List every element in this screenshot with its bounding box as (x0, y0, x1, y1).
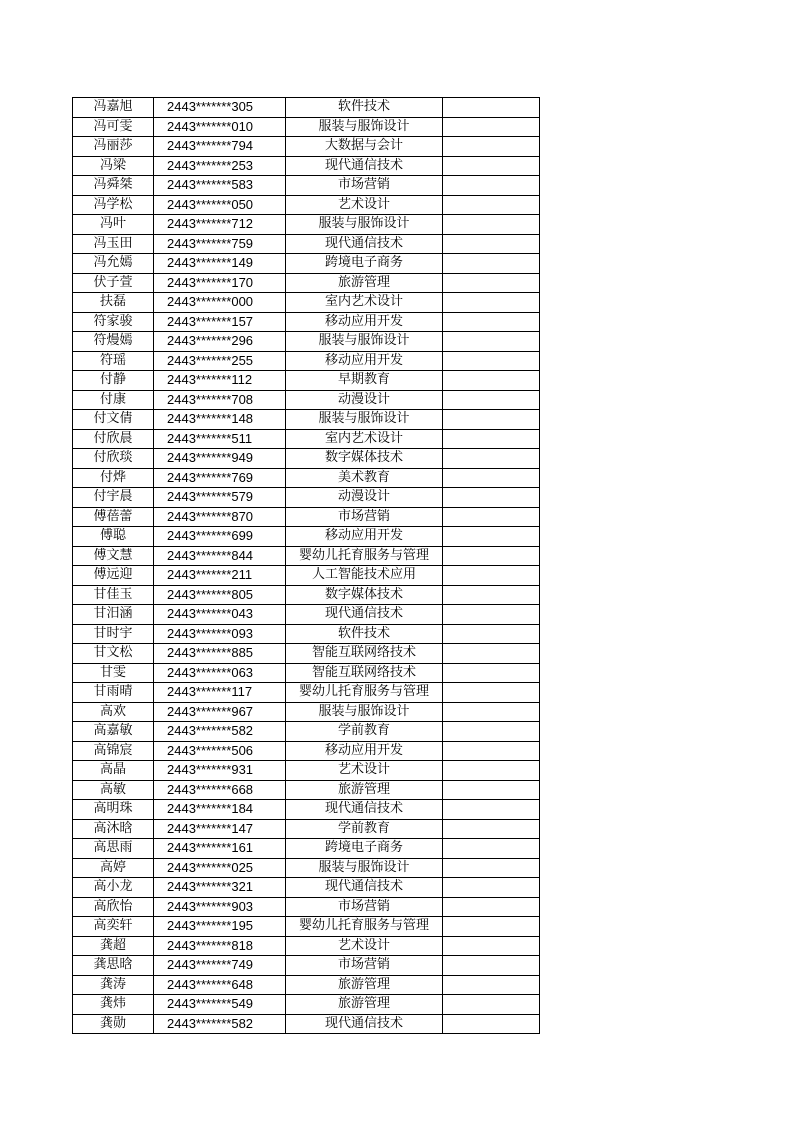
note-cell (443, 897, 540, 917)
major-cell: 现代通信技术 (286, 878, 443, 898)
note-cell (443, 215, 540, 235)
note-cell (443, 429, 540, 449)
note-cell (443, 176, 540, 196)
table-row (73, 819, 540, 839)
major-cell: 动漫设计 (286, 390, 443, 410)
table-row (73, 858, 540, 878)
student-id-cell: 2443*******805 (154, 585, 286, 605)
student-id-cell: 2443*******147 (154, 819, 286, 839)
note-cell (443, 488, 540, 508)
major-cell: 服装与服饰设计 (286, 117, 443, 137)
major-cell: 现代通信技术 (286, 156, 443, 176)
student-id-cell: 2443*******253 (154, 156, 286, 176)
note-cell (443, 156, 540, 176)
major-cell: 服装与服饰设计 (286, 858, 443, 878)
table-row (73, 195, 540, 215)
student-id-cell: 2443*******157 (154, 312, 286, 332)
major-cell: 数字媒体技术 (286, 449, 443, 469)
student-id-cell: 2443*******149 (154, 254, 286, 274)
note-cell (443, 1014, 540, 1034)
student-id-cell: 2443*******506 (154, 741, 286, 761)
student-id-cell: 2443*******712 (154, 215, 286, 235)
major-cell: 大数据与会计 (286, 137, 443, 157)
note-cell (443, 234, 540, 254)
major-cell: 旅游管理 (286, 780, 443, 800)
major-cell: 市场营销 (286, 507, 443, 527)
student-id-cell: 2443*******769 (154, 468, 286, 488)
student-id-cell: 2443*******148 (154, 410, 286, 430)
student-id-cell: 2443*******050 (154, 195, 286, 215)
student-id-cell: 2443*******043 (154, 605, 286, 625)
student-name-cell: 冯丽莎 (73, 137, 154, 157)
student-id-cell: 2443*******749 (154, 956, 286, 976)
student-id-cell: 2443*******117 (154, 683, 286, 703)
major-cell: 跨境电子商务 (286, 254, 443, 274)
student-id-cell: 2443*******582 (154, 1014, 286, 1034)
major-cell: 旅游管理 (286, 995, 443, 1015)
major-cell: 市场营销 (286, 176, 443, 196)
note-cell (443, 98, 540, 118)
table-row (73, 332, 540, 352)
note-cell (443, 839, 540, 859)
student-name-cell: 冯叶 (73, 215, 154, 235)
major-cell: 室内艺术设计 (286, 429, 443, 449)
major-cell: 人工智能技术应用 (286, 566, 443, 586)
note-cell (443, 995, 540, 1015)
student-name-cell: 龚思晗 (73, 956, 154, 976)
major-cell: 艺术设计 (286, 761, 443, 781)
major-cell: 艺术设计 (286, 936, 443, 956)
student-name-cell: 冯可雯 (73, 117, 154, 137)
major-cell: 移动应用开发 (286, 527, 443, 547)
table-row (73, 897, 540, 917)
student-name-cell: 龚炜 (73, 995, 154, 1015)
student-id-cell: 2443*******967 (154, 702, 286, 722)
student-id-cell: 2443*******000 (154, 293, 286, 313)
major-cell: 早期教育 (286, 371, 443, 391)
major-cell: 移动应用开发 (286, 741, 443, 761)
note-cell (443, 273, 540, 293)
student-name-cell: 高婷 (73, 858, 154, 878)
student-name-cell: 高奕轩 (73, 917, 154, 937)
student-name-cell: 冯玉田 (73, 234, 154, 254)
student-id-cell: 2443*******010 (154, 117, 286, 137)
note-cell (443, 741, 540, 761)
note-cell (443, 722, 540, 742)
student-name-cell: 伏子萱 (73, 273, 154, 293)
table-row (73, 527, 540, 547)
table-row (73, 605, 540, 625)
major-cell: 旅游管理 (286, 273, 443, 293)
student-name-cell: 付宇晨 (73, 488, 154, 508)
note-cell (443, 585, 540, 605)
note-cell (443, 683, 540, 703)
major-cell: 服装与服饰设计 (286, 702, 443, 722)
note-cell (443, 449, 540, 469)
major-cell: 市场营销 (286, 956, 443, 976)
major-cell: 软件技术 (286, 98, 443, 118)
student-name-cell: 付欣晨 (73, 429, 154, 449)
table-row (73, 741, 540, 761)
student-name-cell: 高锦宸 (73, 741, 154, 761)
table-row (73, 215, 540, 235)
student-name-cell: 高欣怡 (73, 897, 154, 917)
student-name-cell: 高欢 (73, 702, 154, 722)
note-cell (443, 936, 540, 956)
student-name-cell: 高嘉敏 (73, 722, 154, 742)
major-cell: 美术教育 (286, 468, 443, 488)
major-cell: 服装与服饰设计 (286, 332, 443, 352)
major-cell: 市场营销 (286, 897, 443, 917)
note-cell (443, 468, 540, 488)
table-row (73, 410, 540, 430)
table-row (73, 156, 540, 176)
student-id-cell: 2443*******583 (154, 176, 286, 196)
student-name-cell: 付欣琰 (73, 449, 154, 469)
major-cell: 学前教育 (286, 819, 443, 839)
note-cell (443, 293, 540, 313)
note-cell (443, 117, 540, 137)
student-id-cell: 2443*******844 (154, 546, 286, 566)
note-cell (443, 800, 540, 820)
major-cell: 现代通信技术 (286, 605, 443, 625)
note-cell (443, 761, 540, 781)
student-id-cell: 2443*******025 (154, 858, 286, 878)
table-row (73, 566, 540, 586)
table-row (73, 371, 540, 391)
student-name-cell: 高明珠 (73, 800, 154, 820)
major-cell: 现代通信技术 (286, 234, 443, 254)
student-id-cell: 2443*******170 (154, 273, 286, 293)
student-name-cell: 扶磊 (73, 293, 154, 313)
table-row (73, 780, 540, 800)
student-id-cell: 2443*******648 (154, 975, 286, 995)
student-name-cell: 傅聪 (73, 527, 154, 547)
major-cell: 动漫设计 (286, 488, 443, 508)
student-id-cell: 2443*******211 (154, 566, 286, 586)
table-row (73, 488, 540, 508)
major-cell: 现代通信技术 (286, 800, 443, 820)
table-row (73, 936, 540, 956)
student-id-cell: 2443*******759 (154, 234, 286, 254)
table-row (73, 761, 540, 781)
student-name-cell: 付康 (73, 390, 154, 410)
table-row (73, 468, 540, 488)
note-cell (443, 663, 540, 683)
student-id-cell: 2443*******949 (154, 449, 286, 469)
student-name-cell: 高沐晗 (73, 819, 154, 839)
student-roster-table (72, 97, 540, 1034)
table-row (73, 176, 540, 196)
student-name-cell: 冯梁 (73, 156, 154, 176)
student-id-cell: 2443*******511 (154, 429, 286, 449)
note-cell (443, 624, 540, 644)
student-name-cell: 高晶 (73, 761, 154, 781)
student-id-cell: 2443*******699 (154, 527, 286, 547)
table-row (73, 546, 540, 566)
table-row (73, 98, 540, 118)
note-cell (443, 390, 540, 410)
major-cell: 室内艺术设计 (286, 293, 443, 313)
student-name-cell: 傅蓓蕾 (73, 507, 154, 527)
student-id-cell: 2443*******818 (154, 936, 286, 956)
table-row (73, 254, 540, 274)
student-name-cell: 龚涛 (73, 975, 154, 995)
note-cell (443, 312, 540, 332)
note-cell (443, 137, 540, 157)
table-row (73, 917, 540, 937)
note-cell (443, 410, 540, 430)
student-name-cell: 甘汨涵 (73, 605, 154, 625)
student-id-cell: 2443*******931 (154, 761, 286, 781)
note-cell (443, 195, 540, 215)
student-name-cell: 冯嘉旭 (73, 98, 154, 118)
table-row (73, 644, 540, 664)
student-id-cell: 2443*******885 (154, 644, 286, 664)
student-id-cell: 2443*******668 (154, 780, 286, 800)
major-cell: 婴幼儿托育服务与管理 (286, 683, 443, 703)
note-cell (443, 605, 540, 625)
note-cell (443, 371, 540, 391)
note-cell (443, 975, 540, 995)
table-row (73, 975, 540, 995)
table-row (73, 722, 540, 742)
table-row (73, 507, 540, 527)
table-row (73, 312, 540, 332)
major-cell: 智能互联网络技术 (286, 644, 443, 664)
major-cell: 移动应用开发 (286, 312, 443, 332)
student-id-cell: 2443*******579 (154, 488, 286, 508)
note-cell (443, 956, 540, 976)
student-name-cell: 龚勋 (73, 1014, 154, 1034)
note-cell (443, 780, 540, 800)
student-id-cell: 2443*******255 (154, 351, 286, 371)
student-id-cell: 2443*******063 (154, 663, 286, 683)
student-id-cell: 2443*******161 (154, 839, 286, 859)
student-name-cell: 冯舜桀 (73, 176, 154, 196)
major-cell: 旅游管理 (286, 975, 443, 995)
student-name-cell: 冯允嫣 (73, 254, 154, 274)
major-cell: 软件技术 (286, 624, 443, 644)
note-cell (443, 566, 540, 586)
table-row (73, 390, 540, 410)
student-id-cell: 2443*******093 (154, 624, 286, 644)
table-row (73, 683, 540, 703)
student-name-cell: 甘雨晴 (73, 683, 154, 703)
student-name-cell: 甘雯 (73, 663, 154, 683)
table-row (73, 429, 540, 449)
student-id-cell: 2443*******582 (154, 722, 286, 742)
student-id-cell: 2443*******296 (154, 332, 286, 352)
table-row (73, 234, 540, 254)
note-cell (443, 702, 540, 722)
note-cell (443, 819, 540, 839)
student-name-cell: 甘时宇 (73, 624, 154, 644)
student-id-cell: 2443*******903 (154, 897, 286, 917)
table-row (73, 624, 540, 644)
note-cell (443, 351, 540, 371)
student-name-cell: 冯学松 (73, 195, 154, 215)
major-cell: 服装与服饰设计 (286, 215, 443, 235)
student-name-cell: 甘佳玉 (73, 585, 154, 605)
table-row (73, 351, 540, 371)
note-cell (443, 858, 540, 878)
student-id-cell: 2443*******184 (154, 800, 286, 820)
student-id-cell: 2443*******794 (154, 137, 286, 157)
table-row (73, 663, 540, 683)
student-id-cell: 2443*******321 (154, 878, 286, 898)
student-id-cell: 2443*******305 (154, 98, 286, 118)
table-row (73, 1014, 540, 1034)
major-cell: 智能互联网络技术 (286, 663, 443, 683)
note-cell (443, 917, 540, 937)
table-row (73, 585, 540, 605)
note-cell (443, 254, 540, 274)
note-cell (443, 507, 540, 527)
student-id-cell: 2443*******549 (154, 995, 286, 1015)
table-row (73, 702, 540, 722)
major-cell: 移动应用开发 (286, 351, 443, 371)
note-cell (443, 546, 540, 566)
student-id-cell: 2443*******112 (154, 371, 286, 391)
note-cell (443, 527, 540, 547)
table-row (73, 956, 540, 976)
major-cell: 现代通信技术 (286, 1014, 443, 1034)
major-cell: 数字媒体技术 (286, 585, 443, 605)
table-row (73, 839, 540, 859)
student-name-cell: 符熳嫣 (73, 332, 154, 352)
student-name-cell: 傅文慧 (73, 546, 154, 566)
table-row (73, 800, 540, 820)
student-id-cell: 2443*******870 (154, 507, 286, 527)
student-name-cell: 龚超 (73, 936, 154, 956)
student-name-cell: 高思雨 (73, 839, 154, 859)
major-cell: 艺术设计 (286, 195, 443, 215)
student-name-cell: 高敏 (73, 780, 154, 800)
student-name-cell: 付烨 (73, 468, 154, 488)
student-name-cell: 符瑶 (73, 351, 154, 371)
student-name-cell: 付文倩 (73, 410, 154, 430)
student-id-cell: 2443*******708 (154, 390, 286, 410)
student-id-cell: 2443*******195 (154, 917, 286, 937)
major-cell: 婴幼儿托育服务与管理 (286, 917, 443, 937)
student-name-cell: 付静 (73, 371, 154, 391)
table-row (73, 878, 540, 898)
table-row (73, 117, 540, 137)
table-row (73, 449, 540, 469)
major-cell: 学前教育 (286, 722, 443, 742)
table-row (73, 293, 540, 313)
student-name-cell: 傅远迎 (73, 566, 154, 586)
student-name-cell: 甘文松 (73, 644, 154, 664)
student-name-cell: 符家骏 (73, 312, 154, 332)
roster-body (73, 98, 540, 1034)
student-name-cell: 高小龙 (73, 878, 154, 898)
table-row (73, 273, 540, 293)
table-row (73, 995, 540, 1015)
table-row (73, 137, 540, 157)
note-cell (443, 878, 540, 898)
major-cell: 服装与服饰设计 (286, 410, 443, 430)
note-cell (443, 332, 540, 352)
major-cell: 跨境电子商务 (286, 839, 443, 859)
major-cell: 婴幼儿托育服务与管理 (286, 546, 443, 566)
note-cell (443, 644, 540, 664)
